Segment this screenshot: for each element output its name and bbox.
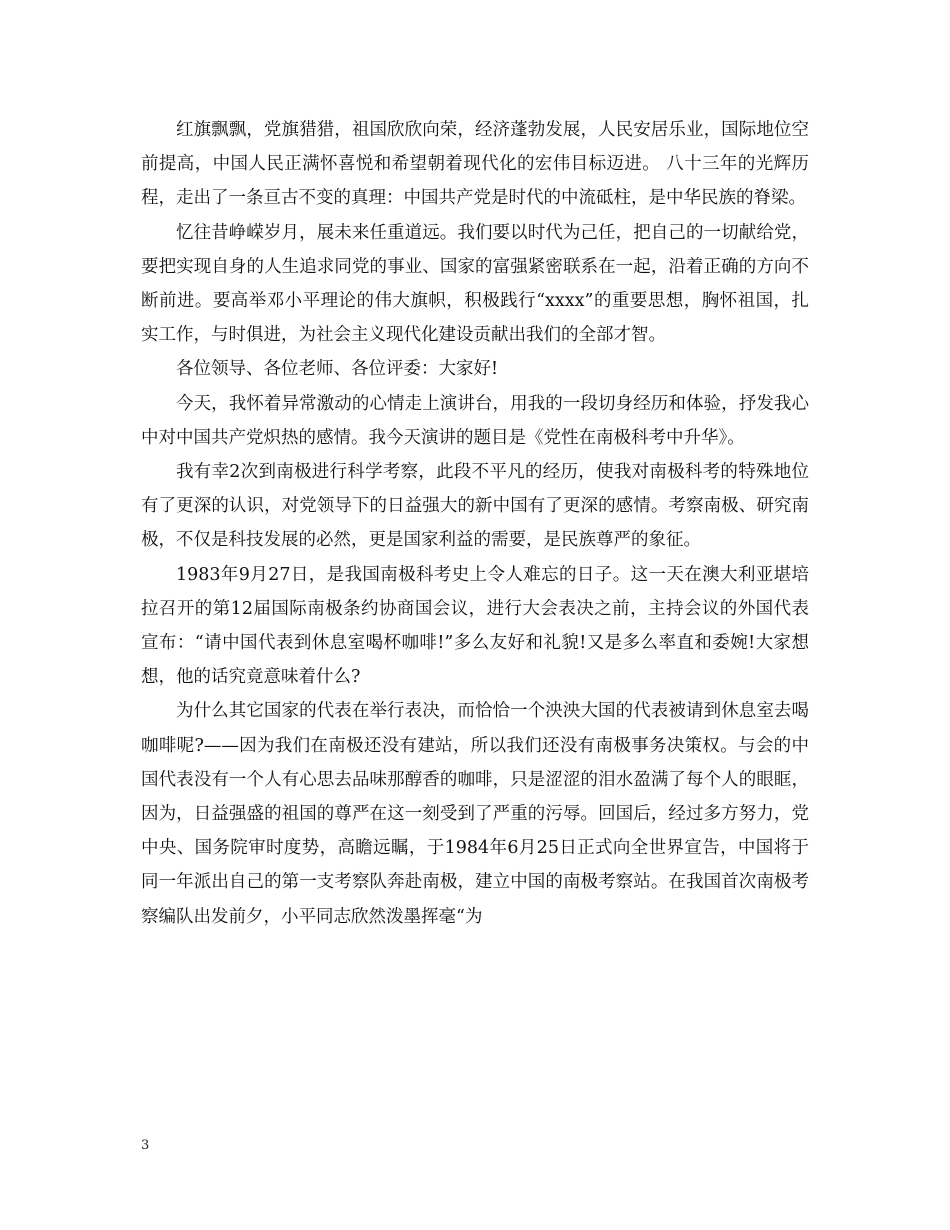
paragraph-5: 我有幸2次到南极进行科学考察，此段不平凡的经历，使我对南极科考的特殊地位有了更深的认识，对党领导下的日益强大的新中国有了更深的感情。考察南极、研究南极，不仅是科技发展的必然，更是国家利益的需要，是民族尊严的象征。 [141, 462, 809, 551]
paragraph-6: 1983年9月27日，是我国南极科考史上令人难忘的日子。这一天在澳大利亚堪培拉召开的第12届国际南极条约协商国会议，进行大会表决之前，主持会议的外国代表宣布：“请中国代表到休息室喝杯咖啡!”多么友好和礼貌!又是多么率直和委婉!大家想想，他的话究竟意味着什么? [141, 564, 809, 688]
paragraph-4: 今天，我怀着异常激动的心情走上演讲台，用我的一段切身经历和体验，抒发我心中对中国共产党炽热的感情。我今天演讲的题目是《党性在南极科考中升华》。 [141, 393, 809, 448]
document-body [141, 113, 809, 934]
paragraph-2: 忆往昔峥嵘岁月，展未来任重道远。我们要以时代为己任，把自己的一切献给党，要把实现自身的人生追求同党的事业、国家的富强紧密联系在一起，沿着正确的方向不断前进。要高举邓小平理论的伟大旗帜，积极践行“xxxx”的重要思想，胸怀祖国，扎实工作，与时俱进，为社会主义现代化建设贡献出我们的全部才智。 [141, 222, 809, 346]
paragraph-3-greeting: 各位领导、各位老师、各位评委：大家好! [176, 359, 499, 380]
page-number: 3 [141, 1138, 150, 1153]
paragraph-7: 为什么其它国家的代表在举行表决，而恰恰一个泱泱大国的代表被请到休息室去喝咖啡呢?——因为我们在南极还没有建站，所以我们还没有南极事务决策权。与会的中国代表没有一个人有心思去品味那醇香的咖啡，只是涩涩的泪水盈满了每个人的眼眶，因为，日益强盛的祖国的尊严在这一刻受到了严重的污辱。回国后，经过多方努力，党中央、国务院审时度势，高瞻远瞩，于1984年6月25日正式向全世界宣告，中国将于同一年派出自己的第一支考察队奔赴南极，建立中国的南极考察站。在我国首次南极考察编队出发前夕，小平同志欣然泼墨挥毫“为 [141, 701, 809, 927]
paragraph-1: 红旗飘飘，党旗猎猎，祖国欣欣向荣，经济蓬勃发展，人民安居乐业，国际地位空前提高，中国人民正满怀喜悦和希望朝着现代化的宏伟目标迈进。 八十三年的光辉历程，走出了一条亘古不变的真理：中国共产党是时代的中流砥柱，是中华民族的脊梁。 [141, 120, 809, 209]
